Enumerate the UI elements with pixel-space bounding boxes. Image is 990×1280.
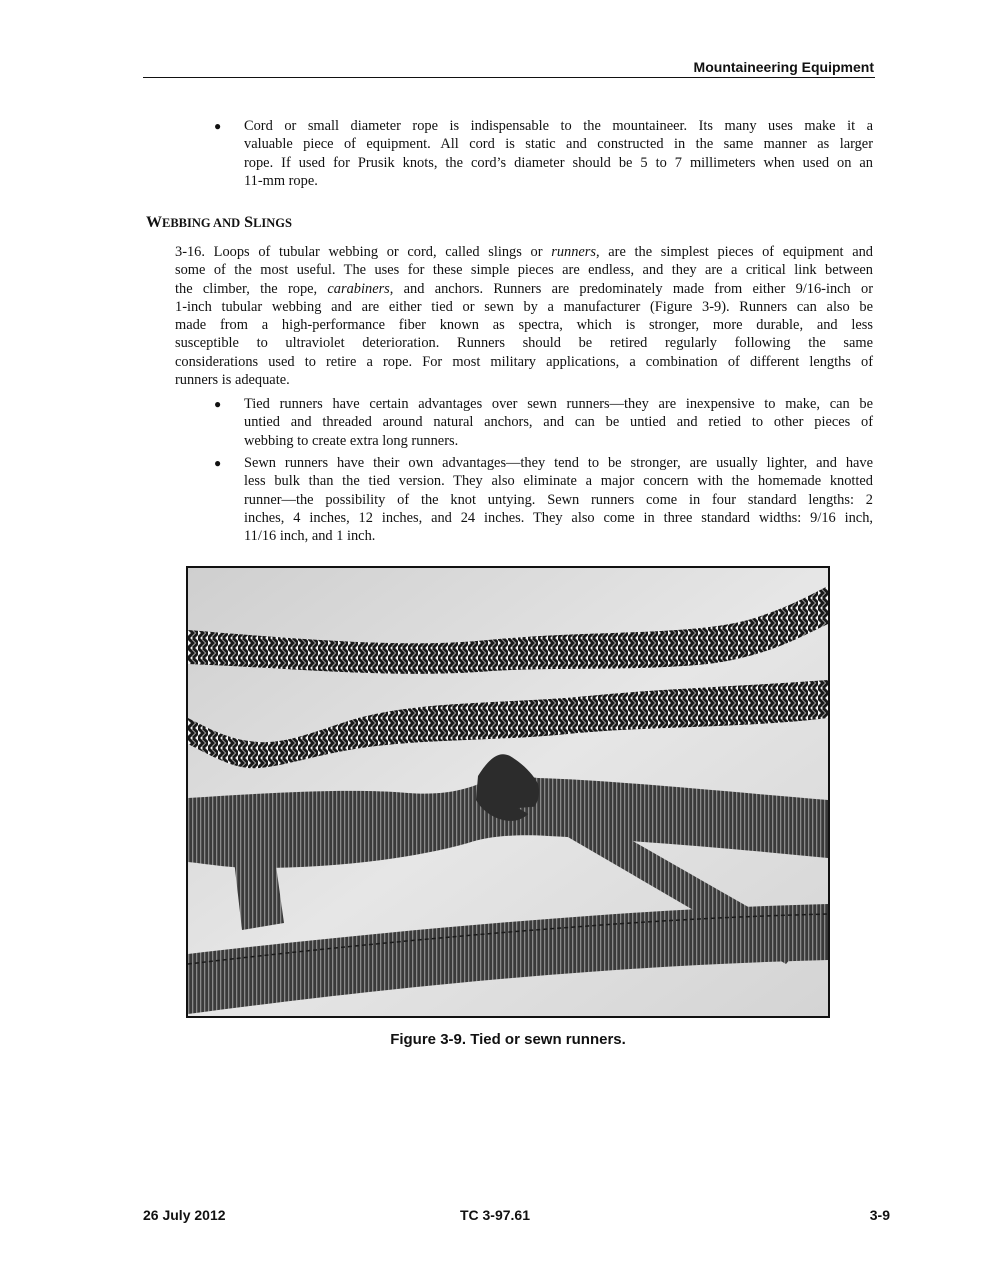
runners-illustration <box>188 568 828 1016</box>
header-rule <box>143 77 875 78</box>
text-line: runners is adequate. <box>175 372 290 389</box>
text-line: considerations used to retire a rope. For most military applications, a combination of different lengths of <box>175 353 873 370</box>
bullet-dot: ● <box>214 456 222 470</box>
running-header: Mountaineering Equipment <box>693 59 874 75</box>
footer-page-number: 3-9 <box>869 1207 890 1223</box>
text-line: inches, 4 inches, 12 inches, and 24 inches. They also come in three standard widths: 9/16 inch, <box>244 509 873 526</box>
text-line: Tied runners have certain advantages over sewn runners—they are inexpensive to make, can be <box>244 396 873 412</box>
heading-initial: W <box>146 214 162 231</box>
text-line: less bulk than the tied version. They also eliminate a major concern with the homemade knotted <box>244 473 873 490</box>
text-line <box>175 243 873 261</box>
text-run: , are the simplest pieces of equipment and <box>596 244 873 260</box>
footer-date: 26 July 2012 <box>143 1207 226 1223</box>
figure-runners-photo <box>186 566 830 1018</box>
text-line: made from a high-performance fiber known as spectra, which is stronger, more durable, and less <box>175 317 873 334</box>
text-run: , and anchors. Runners are predominately made from either 9/16-inch or <box>389 280 873 297</box>
paragraph-3-16 <box>175 243 873 389</box>
text-line: susceptible to ultraviolet deterioration. Runners should be retired regularly following the same <box>175 335 873 352</box>
text-run: 3-16. Loops of tubular webbing or cord, called slings or <box>175 244 552 260</box>
text-line: valuable piece of equipment. All cord is static and constructed in the same manner as larger <box>244 136 873 153</box>
italic-term: runners <box>551 244 596 260</box>
bullet-sewn-runners <box>214 454 873 545</box>
italic-term: carabiners <box>327 280 390 297</box>
text-line: rope. If used for Prusik knots, the cord’s diameter should be 5 to 7 millimeters when used on an <box>244 154 873 171</box>
figure-caption: Figure 3-9. Tied or sewn runners. <box>390 1031 626 1048</box>
bullet-tied-runners <box>214 395 873 450</box>
heading-initial: S <box>244 214 254 231</box>
bullet-cord <box>214 117 873 190</box>
text-run: the climber, the rope, <box>175 280 328 297</box>
heading-smallcaps: LINGS <box>253 216 292 230</box>
text-line <box>175 280 873 298</box>
text-line: Cord or small diameter rope is indispensable to the mountaineer. Its many uses make it a <box>244 118 873 134</box>
text-line: 11-mm rope. <box>244 172 318 189</box>
bullet-dot: ● <box>214 397 222 411</box>
text-line: untied and threaded around natural anchors, and can be untied and retied to other pieces of <box>244 414 873 431</box>
text-line: 1-inch tubular webbing and are either tied or sewn by a manufacturer (Figure 3-9). Runners can also be <box>175 298 873 315</box>
text-line: some of the most useful. The uses for these simple pieces are endless, and they are a critical link between <box>175 262 873 279</box>
footer-doc-id: TC 3-97.61 <box>459 1207 531 1223</box>
section-heading <box>146 214 292 232</box>
bullet-dot: ● <box>214 119 222 133</box>
text-line: runner—the possibility of the knot untying. Sewn runners come in four standard lengths: 2 <box>244 491 873 508</box>
text-line: webbing to create extra long runners. <box>244 432 459 449</box>
text-line: 11/16 inch, and 1 inch. <box>244 528 376 545</box>
text-line: Sewn runners have their own advantages—they tend to be stronger, are usually lighter, and have <box>244 455 873 471</box>
heading-smallcaps: EBBING AND <box>162 216 241 230</box>
